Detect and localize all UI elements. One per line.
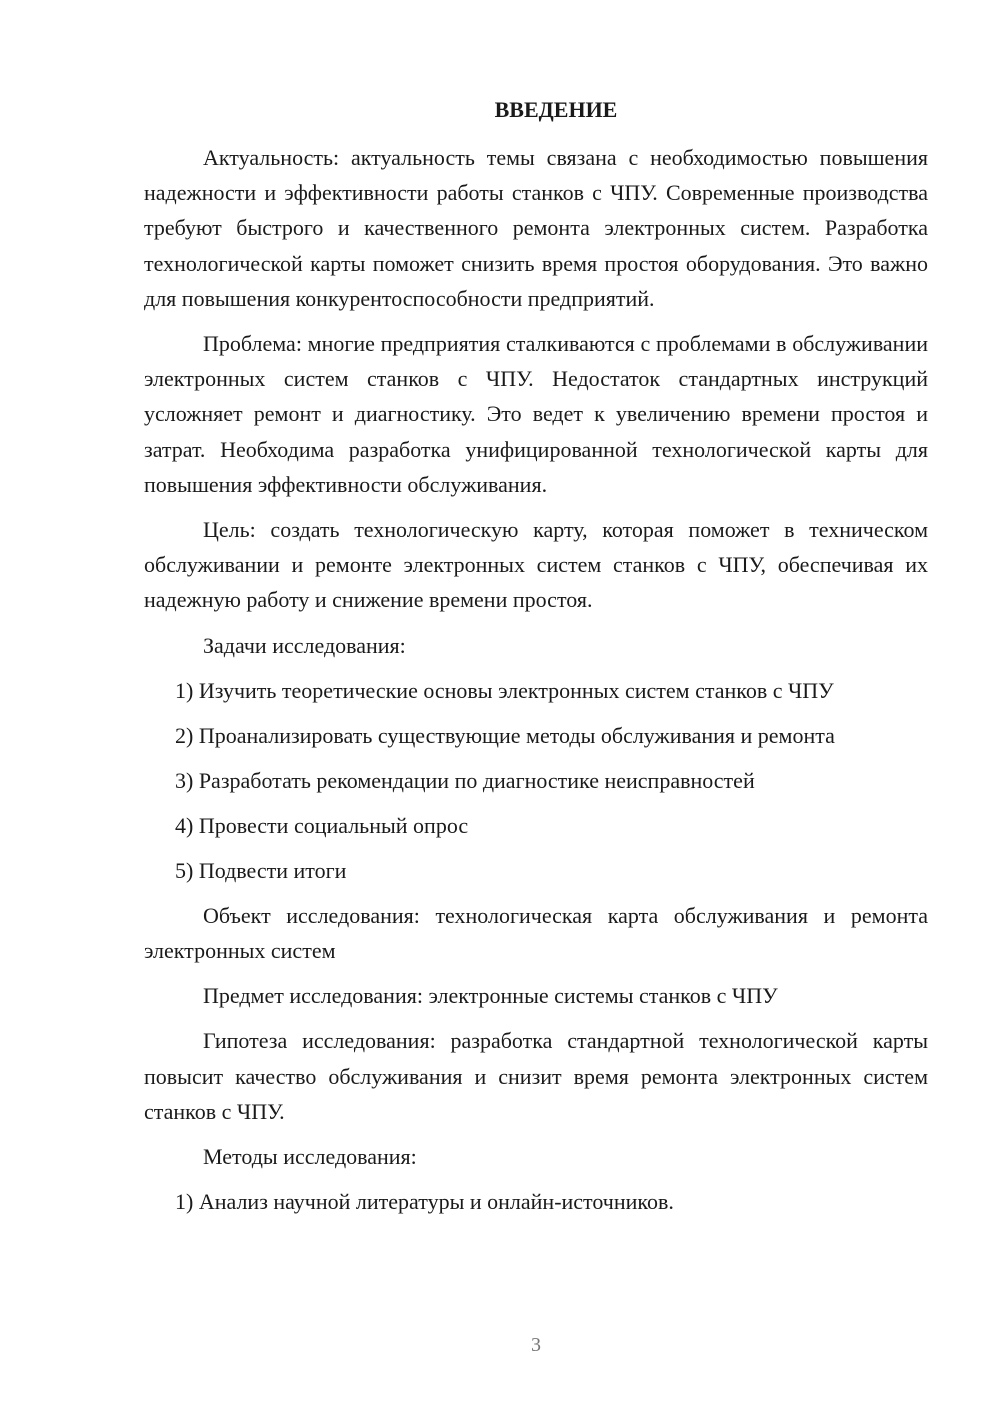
- hypothesis-paragraph: Гипотеза исследования: разработка стандартной технологической карты повысит качество обслуживания и снизит время ремонта электронных систем станков с ЧПУ.: [144, 1028, 928, 1124]
- task-item: 4) Провести социальный опрос: [175, 812, 469, 838]
- goal-paragraph: Цель: создать технологическую карту, которая поможет в техническом обслуживании и ремонте электронных систем станков с ЧПУ, обеспечивая их надежную работу и снижение времени простоя.: [144, 517, 928, 613]
- task-item: 1) Изучить теоретические основы электронных систем станков с ЧПУ: [175, 677, 834, 703]
- subject-paragraph: Предмет исследования: электронные системы станков с ЧПУ: [203, 983, 778, 1009]
- methods-heading: Методы исследования:: [203, 1144, 417, 1170]
- tasks-heading: Задачи исследования:: [203, 632, 406, 658]
- object-paragraph: Объект исследования: технологическая карта обслуживания и ремонта электронных систем: [144, 902, 928, 964]
- task-item: 5) Подвести итоги: [175, 857, 347, 883]
- task-item: 3) Разработать рекомендации по диагностике неисправностей: [175, 767, 755, 793]
- method-item: 1) Анализ научной литературы и онлайн-источников.: [175, 1189, 674, 1215]
- relevance-paragraph: Актуальность: актуальность темы связана с необходимостью повышения надежности и эффективности работы станков с ЧПУ. Современные производства требуют быстрого и качественного ремонта электронных систем. Разработка технологической карты поможет снизить время простоя оборудования. Это важно для повышения конкурентоспособности предприятий.: [144, 145, 928, 311]
- problem-paragraph: Проблема: многие предприятия сталкиваются с проблемами в обслуживании электронных систем станков с ЧПУ. Недостаток стандартных инструкций усложняет ремонт и диагностику. Это ведет к увеличению времени простоя и затрат. Необходима разработка унифицированной технологической карты для повышения эффективности обслуживания.: [144, 331, 928, 497]
- page-number: 3: [531, 1334, 541, 1356]
- page-title: ВВЕДЕНИЕ: [494, 97, 618, 122]
- task-item: 2) Проанализировать существующие методы обслуживания и ремонта: [175, 722, 835, 748]
